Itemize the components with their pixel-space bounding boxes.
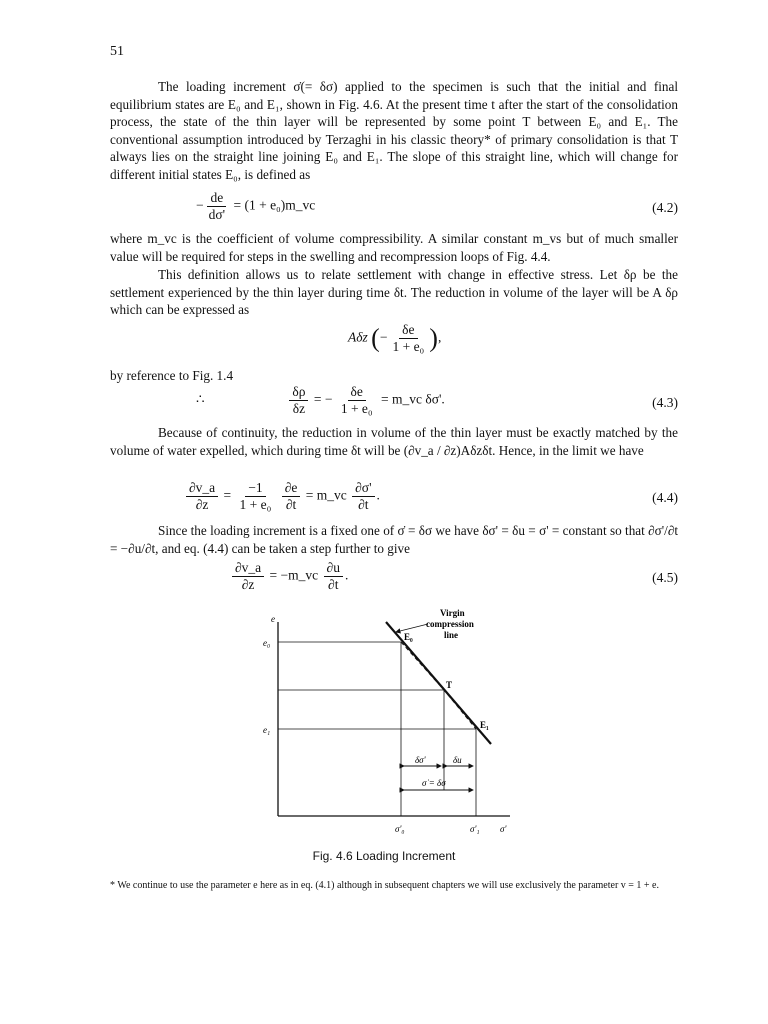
paragraph-fixed-increment: Since the loading increment is a fixed one of σ̇ = δσ we have δσ' = δu = σ' = constant so that ∂σ'/∂t = −∂u/∂t, and eq. (4.4) can be taken a step further to give <box>110 523 678 556</box>
x-axis-label: σ' <box>500 824 507 834</box>
virgin-label: Virgin <box>440 608 465 618</box>
eq42-den: dσ' <box>208 207 226 222</box>
equation-4-2: − $\frac{de}{d\sigma'}$ = (1 + e₀)m_vc <box>196 190 316 222</box>
volume-prefix: Aδz <box>348 329 368 345</box>
eq44-den4: ∂t <box>358 497 369 512</box>
eq43-number: (4.3) <box>652 395 678 410</box>
volume-num: δe <box>399 322 417 339</box>
equation-4-5: $\frac{\partial v\_a}{\partial z}$ = −m_vc $\frac{\partial u}{\partial t}$ . <box>230 560 348 593</box>
by-reference-text: by reference to Fig. 1.4 <box>110 368 234 383</box>
eq44-num1: ∂v_a <box>186 480 218 497</box>
eq43-den2: 1 + e₀ <box>340 401 373 416</box>
paragraph-mvc: where m_vc is the coefficient of volume compressibility. A similar constant m_vs but of much smaller value will be required for steps in the swelling and recompression loops of Fig. 4.4. <box>110 231 678 264</box>
equation-4-4: $\frac{\partial v\_a}{\partial z}$ = $\frac{-1}{\text{1 + e₀}}$ $\frac{\partial e}{\partial t}$ = m_vc $\frac{\partial\sigma'}{\partial t}$ . <box>184 480 380 513</box>
figure-4-6 <box>258 604 528 844</box>
compression-label: compression <box>426 619 474 629</box>
therefore-symbol: ∴ <box>196 391 205 407</box>
volume-den: 1 + e₀ <box>392 339 425 354</box>
eq44-den1: ∂z <box>195 497 209 512</box>
eq44-num3: ∂e <box>282 480 301 497</box>
eq44-num4: ∂σ' <box>352 480 374 497</box>
eq43-den1: δz <box>292 401 306 416</box>
sigma-dot-label: σ̇ = δσ <box>422 778 446 788</box>
eq43-num2: δe <box>348 384 366 401</box>
E0-label: E₀ <box>404 632 413 642</box>
eq45-den1: ∂z <box>241 577 255 592</box>
virgin-compression-line <box>386 622 491 744</box>
eq45-num1: ∂v_a <box>232 560 264 577</box>
figure-caption: Fig. 4.6 Loading Increment <box>312 849 456 863</box>
line-label: line <box>444 630 459 640</box>
T-label: T <box>446 680 453 690</box>
eq45-den2: ∂t <box>328 577 339 592</box>
virgin-pointer <box>396 624 428 632</box>
eq43-rhs: = m_vc δσ'. <box>381 391 445 407</box>
eq42-rhs: = (1 + e₀)m_vc <box>233 197 316 213</box>
eq45-num2: ∂u <box>324 560 343 577</box>
e1-label: e₁ <box>263 725 271 735</box>
eq43-num1: δρ <box>289 384 308 401</box>
eq44-den2: 1 + e₀ <box>239 497 272 512</box>
eq42-number: (4.2) <box>652 200 678 215</box>
dsigma-prime-label: δσ' <box>415 755 426 765</box>
sigma1-label: σ'₁ <box>470 824 480 834</box>
eq42-num: de <box>207 190 226 207</box>
equation-4-3: ∴ $\frac{\delta\rho}{\delta z}$ = − $\frac{\delta e}{\text{1 + e₀}}$ = m_vc δσ'. <box>196 384 445 416</box>
paragraph-definition: This definition allows us to relate settlement with change in effective stress. Let δρ be the settlement experienced by the thin layer during time δt. The reduction in volume of the layer will be A δρ which can be expressed as <box>110 267 678 318</box>
equation-volume: Aδz (− $\frac{\delta e}{\text{1 + e₀}}$ ), <box>348 322 442 354</box>
y-axis-label: e <box>271 614 275 624</box>
eq44-number: (4.4) <box>652 490 678 505</box>
du-label: δu <box>453 755 462 765</box>
E1-label: E₁ <box>480 720 489 730</box>
footnote: * We continue to use the parameter e here as in eq. (4.1) although in subsequent chapters we will use exclusively the parameter v = 1 + e. <box>110 880 659 891</box>
page-number: 51 <box>110 44 124 59</box>
paragraph-continuity: Because of continuity, the reduction in volume of the thin layer must be exactly matched by the volume of water expelled, which during time δt will be (∂v_a / ∂z)Aδzδt. Hence, in the limit we have <box>110 425 678 458</box>
eq44-mid: = m_vc <box>305 487 347 503</box>
e0-label: e₀ <box>263 638 271 648</box>
consolidation-path <box>401 642 476 729</box>
eq45-number: (4.5) <box>652 570 678 585</box>
eq45-mid: = −m_vc <box>269 567 319 583</box>
eq44-num2: −1 <box>245 480 265 497</box>
sigma0-label: σ'₀ <box>395 824 405 834</box>
eq44-den3: ∂t <box>285 497 297 512</box>
paragraph-loading-increment: The loading increment σ̇(= δσ) applied to the specimen is such that the initial and final equilibrium states are E₀ and E₁, shown in Fig. 4.6. At the present time t after the start of the consolidation process, the state of the thin layer will be represented by some point T between E₀ and E₁. The conventional assumption introduced by Terzaghi in his classic theory* of primary consolidation is that T always lies on the straight line joining E₀ and E₁. The slope of this straight line, which will change for different initial states E₀, is defined as <box>110 79 678 182</box>
